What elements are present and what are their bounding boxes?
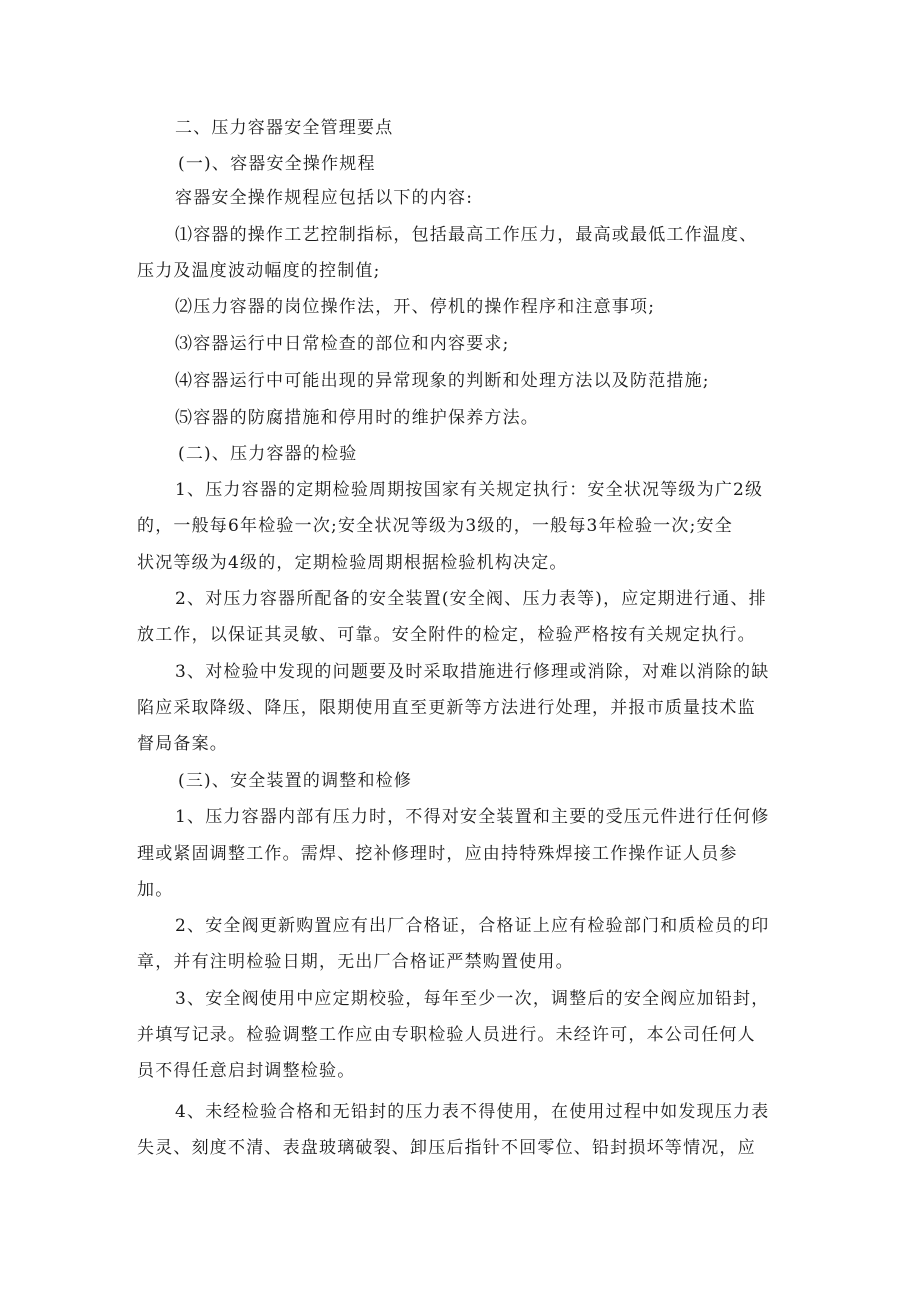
- paragraph-3-1-line-1: 1、压力容器内部有压力时，不得对安全装置和主要的受压元件进行任何修: [175, 807, 770, 827]
- paragraph-3-2-line-1: 2、安全阀更新购置应有出厂合格证，合格证上应有检验部门和质检员的印: [175, 916, 770, 936]
- paragraph-3-3-line-3: 员不得任意启封调整检验。: [137, 1061, 356, 1081]
- paragraph-2-2-line-2: 放工作，以保证其灵敏、可靠。安全附件的检定，检验严格按有关规定执行。: [137, 625, 756, 645]
- paragraph-3-3-line-2: 并填写记录。检验调整工作应由专职检验人员进行。未经许可，本公司任何人: [137, 1025, 756, 1045]
- paragraph-2-1-line-2: 的，一般每6年检验一次;安全状况等级为3级的，一般每3年检验一次;安全: [137, 516, 733, 536]
- paragraph-2-3-line-1: 3、对检验中发现的问题要及时采取措施进行修理或消除，对难以消除的缺: [175, 662, 770, 682]
- paragraph-3-4-line-2: 失灵、刻度不清、表盘玻璃破裂、卸压后指针不回零位、铅封损坏等情况，应: [137, 1138, 756, 1158]
- paragraph-3-2-line-2: 章，并有注明检验日期，无出厂合格证严禁购置使用。: [137, 952, 574, 972]
- subsection-heading-1: (一)、容器安全操作规程: [178, 154, 376, 174]
- list-item-1-line-1: ⑴容器的操作工艺控制指标，包括最高工作压力，最高或最低工作温度、: [175, 225, 758, 245]
- list-item-1-line-2: 压力及温度波动幅度的控制值;: [137, 261, 381, 281]
- paragraph-3-1-line-2: 理或紧固调整工作。需焊、挖补修理时，应由持特殊焊接工作操作证人员参: [137, 844, 738, 864]
- subsection-heading-2: (二)、压力容器的检验: [178, 444, 358, 464]
- paragraph-2-2-line-1: 2、对压力容器所配备的安全装置(安全阀、压力表等)，应定期进行通、排: [175, 589, 767, 609]
- list-item-3: ⑶容器运行中日常检查的部位和内容要求;: [175, 334, 510, 354]
- paragraph-intro: 容器安全操作规程应包括以下的内容:: [175, 188, 474, 208]
- paragraph-3-1-line-3: 加。: [137, 880, 174, 900]
- list-item-2: ⑵压力容器的岗位操作法，开、停机的操作程序和注意事项;: [175, 297, 656, 317]
- paragraph-2-3-line-2: 陷应采取降级、降压，限期使用直至更新等方法进行处理，并报市质量技术监: [137, 698, 756, 718]
- paragraph-2-1-line-1: 1、压力容器的定期检验周期按国家有关规定执行：安全状况等级为广2级: [175, 480, 764, 500]
- list-item-5: ⑸容器的防腐措施和停用时的维护保养方法。: [175, 408, 539, 428]
- paragraph-3-3-line-1: 3、安全阀使用中应定期校验，每年至少一次，调整后的安全阀应加铅封，: [175, 989, 770, 1009]
- section-heading: 二、压力容器安全管理要点: [175, 118, 394, 138]
- list-item-4: ⑷容器运行中可能出现的异常现象的判断和处理方法以及防范措施;: [175, 371, 710, 391]
- paragraph-2-3-line-3: 督局备案。: [137, 734, 228, 754]
- paragraph-2-1-line-3: 状况等级为4级的，定期检验周期根据检验机构决定。: [137, 553, 568, 573]
- subsection-heading-3: (三)、安全装置的调整和检修: [178, 771, 413, 791]
- paragraph-3-4-line-1: 4、未经检验合格和无铅封的压力表不得使用，在使用过程中如发现压力表: [175, 1102, 770, 1122]
